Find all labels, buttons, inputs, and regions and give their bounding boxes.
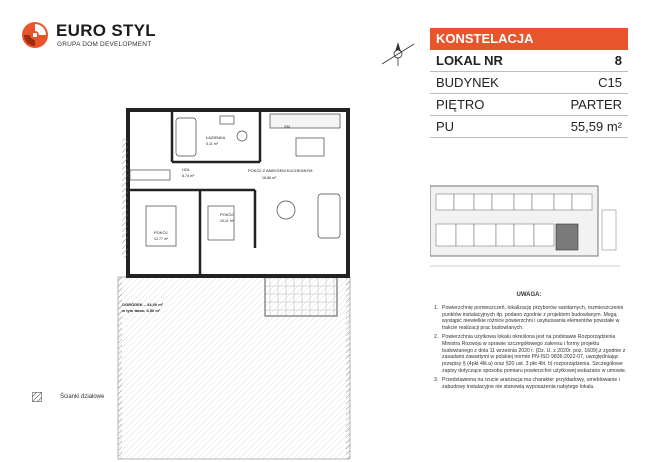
table (277, 201, 295, 219)
brand-subtitle: GRUPA DOM DEVELOPMENT (57, 41, 152, 48)
room-area-hall: 8,74 m² (182, 174, 195, 178)
legend (32, 392, 152, 408)
room-label-bedroom-2: POKÓJ (220, 212, 234, 217)
room-label-bathroom: ŁAZIENKA (206, 135, 226, 140)
info-label: BUDYNEK (436, 75, 499, 90)
garden-label: OGRÓDEK – 34,00 m² (122, 302, 164, 307)
sofa (318, 194, 340, 238)
brand-logo (20, 20, 170, 54)
sink (220, 116, 234, 124)
meter-label: ZM (284, 124, 290, 129)
info-row-floor (430, 94, 628, 116)
north-arrow-icon (378, 38, 418, 70)
floor-plan (110, 102, 360, 462)
info-value: PARTER (570, 97, 622, 112)
highlighted-unit (556, 224, 578, 250)
apartment-info-panel (430, 28, 628, 138)
note-item: 2. Powierzchnia użytkowa lokalu określona jest na podstawie Rozporządzenia Ministra Rozwoju w sprawie szczegółowego zakresu i formy projektu budowlanego z dnia 11 września 2020 r. (Dz. U. z 2020r. poz. 1609),z zgodnie z zasadami zawartymi w polskiej normie PN-ISO 9836:2022-07, uwzględniając przepisy § (4pkt 4lit.a) oraz §20 ust. 3 pkt 4lit. b) rozporządzenia. Szczegółowe zapisy dotyczące sposobu pomiaru powierzchni użytkowej wskazano w umowie. (434, 333, 627, 374)
garden-fence-right (346, 277, 350, 459)
note-item: 1. Powierzchnię pomieszczeń, lokalizację przyborów sanitarnych, rozmieszczenie punktów instalacyjnych itp. podano zgodnie z projektem budowlanym. Mogą wystąpić niewielkie różnice powierzchni i usytuowania elementów powstałe w trakcie realizacji prac budowlanych. (434, 304, 624, 332)
wardrobe (130, 170, 170, 180)
room-area-bedroom-1: 12,77 m² (154, 237, 169, 241)
info-row-building (430, 72, 628, 94)
note-item: 3. Przedstawiona na rzucie aranżacja ma charakter przykładowy, umeblowanie i zabudowy instalacyjne nie stanowią wyposażenia nabytego lokalu. (434, 376, 620, 390)
garden-sublabel: w tym taras: 6,50 m² (122, 308, 161, 313)
note-text: Przedstawiona na rzucie aranżacja ma charakter przykładowy, umeblowanie i zabudowy instalacyjne nie stanowią wyposażenia nabytego lokalu. (442, 376, 620, 390)
room-area-bathroom: 5,11 m² (206, 142, 218, 146)
kitchen-counter (270, 114, 340, 128)
info-value: 55,59 m² (570, 119, 622, 134)
bathtub (176, 118, 196, 156)
notes-title: UWAGA: (516, 292, 542, 298)
info-row-area (430, 116, 628, 138)
legend-label: Ścianki działowe (60, 394, 105, 400)
room-label-living: POKÓJ Z ANEKSEM KUCHENNYM (248, 168, 313, 173)
info-label: PIĘTRO (436, 97, 485, 112)
note-text: Powierzchnię pomieszczeń, lokalizację przyborów sanitarnych, rozmieszczenie punktów instalacyjnych itp. podano zgodnie z projektem budowlanym. Mogą wystąpić niewielkie różnice powierzchni i usytuowania elementów powstałe w trakcie realizacji prac budowlanych. (442, 304, 624, 332)
info-value: 8 (614, 53, 622, 68)
toilet (237, 131, 247, 141)
eurostyl-logo-icon (20, 20, 50, 50)
info-value: C15 (598, 75, 622, 90)
room-label-hall: HOL (182, 167, 191, 172)
project-title: KONSTELACJA (430, 28, 628, 50)
room-area-living: 18,88 m² (262, 176, 277, 180)
notes-panel (430, 292, 628, 392)
brand-name: EURO STYL (56, 21, 156, 40)
hatch-swatch-icon (32, 392, 42, 402)
wall-hatch-left (122, 138, 128, 258)
info-row-unit (430, 50, 628, 72)
site-plan-thumbnail (430, 180, 628, 275)
info-label: LOKAL NR (436, 53, 503, 68)
note-text: Powierzchnia użytkowa lokalu określona jest na podstawie Rozporządzenia Ministra Rozwoju w sprawie szczegółowego zakresu i formy projektu budowlanego z dnia 11 września 2020 r. (Dz. U. z 2020r. poz. 1609),z zgodnie z zasadami zawartymi w polskiej normie PN-ISO 9836:2022-07, uwzględniając przepisy § (4pkt 4lit.a) oraz §20 ust. 3 pkt 4lit. b) rozporządzenia. Szczegółowe zapisy dotyczące sposobu pomiaru powierzchni użytkowej wskazano w umowie. (442, 333, 627, 374)
kitchen-island (296, 138, 324, 156)
room-label-bedroom-1: POKÓJ (154, 230, 168, 235)
info-label: PU (436, 119, 455, 134)
room-area-bedroom-2: 10,11 m² (220, 219, 234, 223)
